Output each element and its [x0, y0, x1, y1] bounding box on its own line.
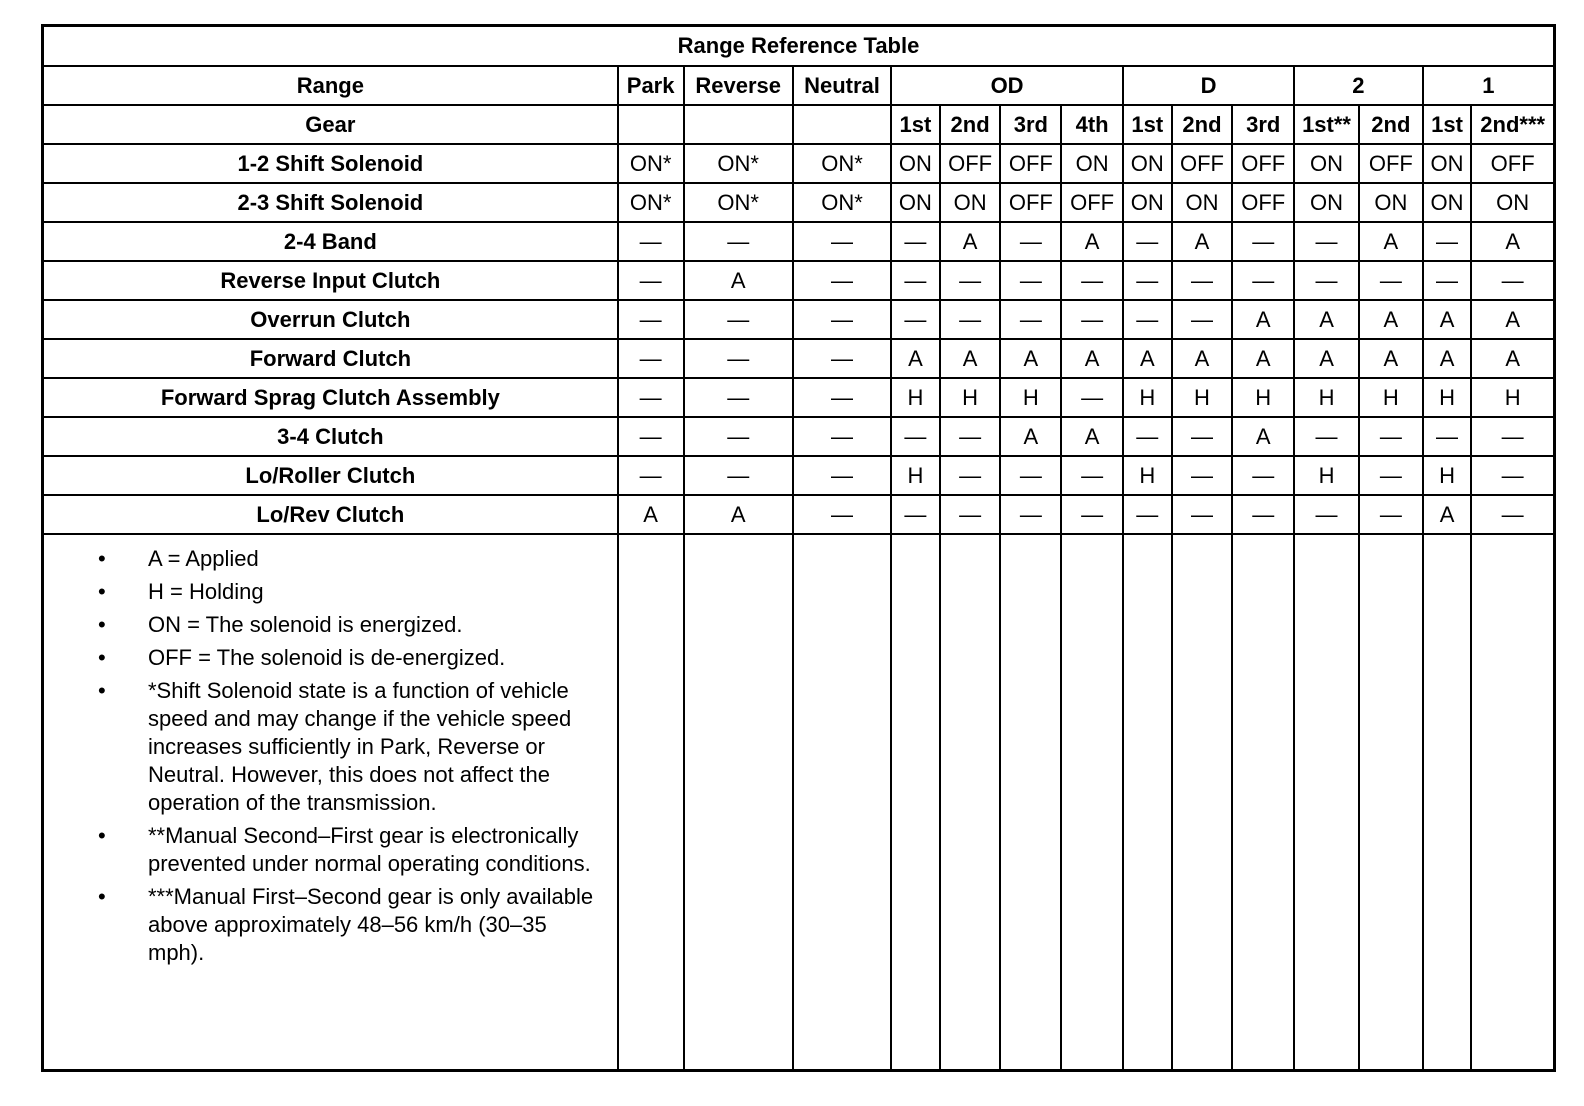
table-cell: —	[1294, 417, 1359, 456]
row-label: Overrun Clutch	[43, 300, 618, 339]
table-title: Range Reference Table	[43, 26, 1555, 67]
table-row	[43, 144, 1555, 183]
table-row	[43, 495, 1555, 534]
note-item: • *Shift Solenoid state is a function of vehicle speed and may change if the vehicle speed increases sufficiently in Park, Reverse or Neutral. However, this does not affect the operation of the transmission.	[44, 677, 597, 817]
table-cell: A	[618, 495, 684, 534]
table-row	[43, 222, 1555, 261]
table-cell: —	[1000, 261, 1061, 300]
empty-cell	[1232, 534, 1294, 1071]
table-row	[43, 456, 1555, 495]
table-cell: —	[684, 300, 793, 339]
note-item: • ***Manual First–Second gear is only available above approximately 48–56 km/h (30–35 mph).	[44, 883, 597, 967]
table-cell: H	[1359, 378, 1423, 417]
range-neutral: Neutral	[793, 66, 891, 105]
table-cell: —	[1294, 495, 1359, 534]
range-1: 1	[1423, 66, 1555, 105]
table-cell: —	[940, 495, 1001, 534]
table-cell: —	[1423, 261, 1472, 300]
gear-cell: 2nd	[1359, 105, 1423, 144]
table-cell: —	[793, 495, 891, 534]
table-cell: H	[1172, 378, 1233, 417]
gear-cell: 1st	[1423, 105, 1472, 144]
table-cell: A	[940, 339, 1001, 378]
table-cell: —	[940, 456, 1001, 495]
table-cell: H	[1294, 456, 1359, 495]
empty-cell	[940, 534, 1001, 1071]
row-label: Forward Clutch	[43, 339, 618, 378]
table-cell: OFF	[1000, 183, 1061, 222]
table-cell: ON	[891, 144, 940, 183]
table-cell: H	[891, 378, 940, 417]
table-title-row	[43, 26, 1555, 67]
table-cell: —	[618, 261, 684, 300]
table-cell: OFF	[1000, 144, 1061, 183]
table-cell: A	[1061, 417, 1123, 456]
table-cell: —	[1172, 495, 1233, 534]
table-cell: —	[891, 222, 940, 261]
table-cell: OFF	[1061, 183, 1123, 222]
gear-cell: 4th	[1061, 105, 1123, 144]
table-cell: A	[940, 222, 1001, 261]
table-cell: A	[1061, 339, 1123, 378]
table-cell: A	[1294, 339, 1359, 378]
note-item: • H = Holding	[44, 578, 597, 606]
empty-cell	[1471, 534, 1554, 1071]
table-cell: —	[1123, 300, 1172, 339]
table-cell: A	[891, 339, 940, 378]
table-cell: OFF	[1232, 144, 1294, 183]
table-cell: —	[1232, 222, 1294, 261]
table-cell: —	[891, 495, 940, 534]
empty-cell	[1172, 534, 1233, 1071]
table-cell: A	[1471, 222, 1554, 261]
table-cell: —	[618, 222, 684, 261]
table-cell: ON	[1061, 144, 1123, 183]
table-cell: —	[1359, 495, 1423, 534]
notes-cell	[43, 534, 618, 1071]
note-item: • OFF = The solenoid is de-energized.	[44, 644, 597, 672]
gear-cell	[793, 105, 891, 144]
range-reference-table	[41, 24, 1556, 1072]
table-cell: OFF	[1359, 144, 1423, 183]
gear-cell: 2nd	[940, 105, 1001, 144]
table-cell: —	[1123, 417, 1172, 456]
row-label: 2-4 Band	[43, 222, 618, 261]
table-cell: H	[1232, 378, 1294, 417]
table-cell: —	[1232, 261, 1294, 300]
table-cell: —	[793, 417, 891, 456]
row-label: 3-4 Clutch	[43, 417, 618, 456]
gear-cell: 1st	[891, 105, 940, 144]
table-cell: ON	[891, 183, 940, 222]
gear-cell: 1st**	[1294, 105, 1359, 144]
table-cell: ON	[1123, 144, 1172, 183]
range-header-row	[43, 66, 1555, 105]
table-cell: —	[1471, 261, 1554, 300]
empty-cell	[1294, 534, 1359, 1071]
table-cell: OFF	[1232, 183, 1294, 222]
range-reverse: Reverse	[684, 66, 793, 105]
gear-cell: 2nd***	[1471, 105, 1554, 144]
table-cell: —	[1471, 495, 1554, 534]
table-cell: —	[891, 261, 940, 300]
table-cell: A	[1359, 300, 1423, 339]
table-cell: —	[684, 417, 793, 456]
table-cell: —	[1172, 261, 1233, 300]
table-cell: —	[684, 339, 793, 378]
gear-cell: 1st	[1123, 105, 1172, 144]
table-cell: —	[793, 456, 891, 495]
table-cell: ON	[940, 183, 1001, 222]
row-label: Lo/Rev Clutch	[43, 495, 618, 534]
table-cell: ON*	[618, 144, 684, 183]
gear-cell: 3rd	[1232, 105, 1294, 144]
range-2: 2	[1294, 66, 1423, 105]
table-cell: H	[1423, 378, 1472, 417]
table-cell: A	[1359, 339, 1423, 378]
table-cell: OFF	[1471, 144, 1554, 183]
table-cell: —	[940, 417, 1001, 456]
table-cell: —	[618, 456, 684, 495]
empty-cell	[618, 534, 684, 1071]
table-cell: ON	[1471, 183, 1554, 222]
table-cell: A	[1061, 222, 1123, 261]
range-park: Park	[618, 66, 684, 105]
table-cell: —	[793, 261, 891, 300]
note-item: • ON = The solenoid is energized.	[44, 611, 597, 639]
row-label: 2-3 Shift Solenoid	[43, 183, 618, 222]
gear-header-row	[43, 105, 1555, 144]
table-cell: —	[1359, 417, 1423, 456]
table-cell: —	[684, 222, 793, 261]
table-cell: —	[1359, 456, 1423, 495]
table-cell: —	[618, 378, 684, 417]
table-cell: —	[618, 339, 684, 378]
row-label: 1-2 Shift Solenoid	[43, 144, 618, 183]
table-cell: A	[1123, 339, 1172, 378]
table-cell: —	[1061, 300, 1123, 339]
note-item: • A = Applied	[44, 545, 597, 573]
table-cell: —	[891, 417, 940, 456]
table-cell: —	[1232, 495, 1294, 534]
table-cell: ON	[1423, 144, 1472, 183]
table-cell: —	[1423, 222, 1472, 261]
table-cell: H	[1123, 456, 1172, 495]
table-cell: A	[1423, 300, 1472, 339]
table-cell: ON*	[618, 183, 684, 222]
table-cell: —	[1000, 222, 1061, 261]
table-cell: ON	[1359, 183, 1423, 222]
table-cell: —	[1123, 222, 1172, 261]
table-cell: A	[1423, 495, 1472, 534]
range-label: Range	[43, 66, 618, 105]
empty-cell	[891, 534, 940, 1071]
table-cell: —	[1232, 456, 1294, 495]
table-cell: H	[940, 378, 1001, 417]
table-cell: —	[1000, 456, 1061, 495]
table-cell: A	[684, 261, 793, 300]
table-cell: —	[1172, 417, 1233, 456]
table-cell: A	[1232, 417, 1294, 456]
table-cell: A	[1294, 300, 1359, 339]
table-cell: ON	[1123, 183, 1172, 222]
table-cell: —	[793, 300, 891, 339]
table-cell: —	[1123, 495, 1172, 534]
table-cell: —	[1423, 417, 1472, 456]
table-cell: A	[1471, 339, 1554, 378]
table-cell: ON*	[684, 183, 793, 222]
empty-cell	[684, 534, 793, 1071]
table-cell: —	[793, 339, 891, 378]
table-cell: —	[1123, 261, 1172, 300]
table-cell: H	[1294, 378, 1359, 417]
table-cell: —	[1061, 495, 1123, 534]
table-cell: —	[618, 417, 684, 456]
range-od: OD	[891, 66, 1123, 105]
table-cell: —	[1061, 378, 1123, 417]
range-d: D	[1123, 66, 1294, 105]
table-cell: A	[1232, 339, 1294, 378]
table-cell: ON*	[684, 144, 793, 183]
gear-cell: 3rd	[1000, 105, 1061, 144]
table-cell: H	[1000, 378, 1061, 417]
table-cell: —	[1359, 261, 1423, 300]
empty-cell	[1359, 534, 1423, 1071]
table-row	[43, 300, 1555, 339]
table-cell: ON*	[793, 183, 891, 222]
table-cell: —	[891, 300, 940, 339]
notes-row	[43, 534, 1555, 1071]
row-label: Reverse Input Clutch	[43, 261, 618, 300]
table-cell: OFF	[1172, 144, 1233, 183]
table-cell: A	[1423, 339, 1472, 378]
table-cell: —	[940, 300, 1001, 339]
table-row	[43, 183, 1555, 222]
table-cell: ON	[1423, 183, 1472, 222]
table-row	[43, 417, 1555, 456]
table-cell: —	[1061, 261, 1123, 300]
table-cell: —	[940, 261, 1001, 300]
table-cell: H	[1123, 378, 1172, 417]
table-cell: —	[1000, 300, 1061, 339]
table-cell: A	[1232, 300, 1294, 339]
table-cell: —	[793, 378, 891, 417]
table-cell: H	[1471, 378, 1554, 417]
empty-cell	[1000, 534, 1061, 1071]
note-item: • **Manual Second–First gear is electronically prevented under normal operating conditions.	[44, 822, 597, 878]
table-cell: A	[1000, 339, 1061, 378]
table-cell: —	[1000, 495, 1061, 534]
table-cell: —	[1061, 456, 1123, 495]
table-cell: —	[1172, 456, 1233, 495]
table-cell: —	[1471, 456, 1554, 495]
gear-cell: 2nd	[1172, 105, 1233, 144]
empty-cell	[1423, 534, 1472, 1071]
table-cell: A	[1172, 339, 1233, 378]
table-cell: H	[1423, 456, 1472, 495]
row-label: Forward Sprag Clutch Assembly	[43, 378, 618, 417]
empty-cell	[1061, 534, 1123, 1071]
table-cell: OFF	[940, 144, 1001, 183]
table-cell: —	[1294, 261, 1359, 300]
notes-list	[44, 535, 617, 967]
table-row	[43, 261, 1555, 300]
table-row	[43, 378, 1555, 417]
table-cell: A	[1172, 222, 1233, 261]
row-label: Lo/Roller Clutch	[43, 456, 618, 495]
table-cell: ON	[1294, 144, 1359, 183]
table-cell: —	[1471, 417, 1554, 456]
gear-label: Gear	[43, 105, 618, 144]
table-cell: ON	[1294, 183, 1359, 222]
empty-cell	[1123, 534, 1172, 1071]
table-cell: ON	[1172, 183, 1233, 222]
table-row	[43, 339, 1555, 378]
table-cell: A	[1000, 417, 1061, 456]
table-cell: —	[618, 300, 684, 339]
gear-cell	[618, 105, 684, 144]
table-cell: —	[1172, 300, 1233, 339]
table-cell: —	[684, 456, 793, 495]
table-cell: —	[684, 378, 793, 417]
table-cell: A	[1471, 300, 1554, 339]
table-cell: —	[1294, 222, 1359, 261]
empty-cell	[793, 534, 891, 1071]
table-cell: —	[793, 222, 891, 261]
table-cell: A	[684, 495, 793, 534]
table-cell: A	[1359, 222, 1423, 261]
gear-cell	[684, 105, 793, 144]
table-cell: ON*	[793, 144, 891, 183]
table-cell: H	[891, 456, 940, 495]
